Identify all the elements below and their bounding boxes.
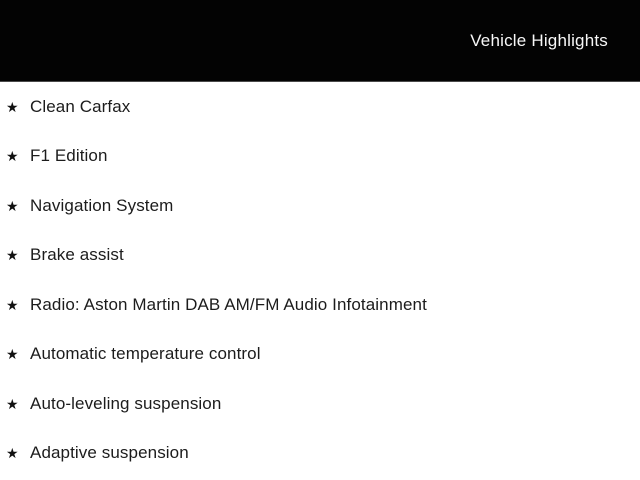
highlight-label: F1 Edition bbox=[30, 146, 108, 166]
star-icon: ★ bbox=[6, 296, 19, 313]
highlight-label: Clean Carfax bbox=[30, 96, 131, 116]
highlight-label: Brake assist bbox=[30, 245, 124, 265]
highlight-label: Navigation System bbox=[30, 195, 174, 215]
star-icon: ★ bbox=[6, 346, 19, 363]
highlight-label: Auto-leveling suspension bbox=[30, 393, 222, 413]
highlight-label: Automatic temperature control bbox=[30, 344, 261, 364]
page-title: Vehicle Highlights bbox=[470, 30, 608, 50]
list-item bbox=[0, 280, 640, 330]
list-item bbox=[0, 429, 640, 479]
star-icon: ★ bbox=[6, 197, 19, 214]
star-icon: ★ bbox=[6, 148, 19, 165]
highlight-label: Adaptive suspension bbox=[30, 443, 189, 463]
vehicle-highlights-list bbox=[0, 82, 640, 478]
list-item bbox=[0, 330, 640, 380]
list-item bbox=[0, 231, 640, 281]
star-icon: ★ bbox=[6, 247, 19, 264]
header-bar bbox=[0, 0, 640, 82]
star-icon: ★ bbox=[6, 445, 19, 462]
highlight-label: Radio: Aston Martin DAB AM/FM Audio Infotainment bbox=[30, 294, 427, 314]
star-icon: ★ bbox=[6, 395, 19, 412]
list-item bbox=[0, 379, 640, 429]
list-item bbox=[0, 181, 640, 231]
list-item bbox=[0, 82, 640, 132]
list-item bbox=[0, 132, 640, 182]
star-icon: ★ bbox=[6, 98, 19, 115]
